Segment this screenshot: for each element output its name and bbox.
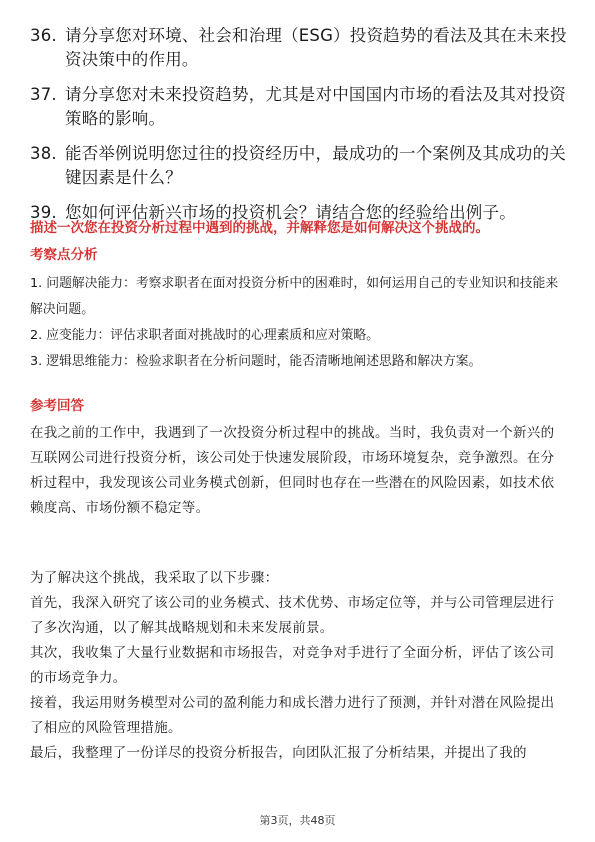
analysis-item: 3. 逻辑思维能力：检验求职者在分析问题时，能否清晰地阐述思路和解决方案。 xyxy=(30,354,482,369)
answer-paragraph: 其次，我收集了大量行业数据和市场报告，对竞争对手进行了全面分析，评估了该公司的市场竞争力。 xyxy=(30,645,555,686)
question-number: 36. xyxy=(30,26,57,45)
question-number: 39. xyxy=(30,203,57,222)
answer-paragraph: 接着，我运用财务模型对公司的盈利能力和成长潜力进行了预测，并针对潜在风险提出了相应的风险管理措施。 xyxy=(30,695,555,736)
focus-question-heading: 描述一次您在投资分析过程中遇到的挑战，并解释您是如何解决这个挑战的。 xyxy=(30,220,489,236)
question-item xyxy=(30,24,570,72)
analysis-section-title: 考察点分析 xyxy=(30,247,98,263)
question-number: 37. xyxy=(30,85,57,104)
page-footer: 第3页，共48页 xyxy=(259,814,336,827)
answer-steps xyxy=(30,566,565,766)
question-text: 您如何评估新兴市场的投资机会？请结合您的经验给出例子。 xyxy=(65,203,516,222)
question-text: 请分享您对环境、社会和治理（ESG）投资趋势的看法及其在未来投资决策中的作用。 xyxy=(65,26,567,69)
answer-paragraph: 最后，我整理了一份详尽的投资分析报告，向团队汇报了分析结果，并提出了我的 xyxy=(30,745,527,761)
question-text: 能否举例说明您过往的投资经历中，最成功的一个案例及其成功的关键因素是什么？ xyxy=(65,144,566,187)
question-number: 38. xyxy=(30,144,57,163)
answer-paragraph: 首先，我深入研究了该公司的业务模式、技术优势、市场定位等，并与公司管理层进行了多次沟通，以了解其战略规划和未来发展前景。 xyxy=(30,595,555,636)
answer-paragraph: 为了解决这个挑战，我采取了以下步骤： xyxy=(30,570,279,586)
answer-intro xyxy=(30,421,565,521)
answer-section-title: 参考回答 xyxy=(30,398,84,414)
analysis-item: 1. 问题解决能力：考察求职者在面对投资分析中的困难时，如何运用自己的专业知识和技能来解决问题。 xyxy=(30,276,559,317)
question-list xyxy=(30,24,570,236)
question-item xyxy=(30,142,570,190)
question-text: 请分享您对未来投资趋势，尤其是对中国国内市场的看法及其对投资策略的影响。 xyxy=(65,85,566,128)
analysis-item: 2. 应变能力：评估求职者面对挑战时的心理素质和应对策略。 xyxy=(30,328,379,343)
analysis-list xyxy=(30,271,565,375)
answer-paragraph: 在我之前的工作中，我遇到了一次投资分析过程中的挑战。当时，我负责对一个新兴的互联网公司进行投资分析，该公司处于快速发展阶段，市场环境复杂，竞争激烈。在分析过程中，我发现该公司业务模式创新，但同时也存在一些潜在的风险因素，如技术依赖度高、市场份额不稳定等。 xyxy=(30,425,555,516)
question-item xyxy=(30,83,570,131)
